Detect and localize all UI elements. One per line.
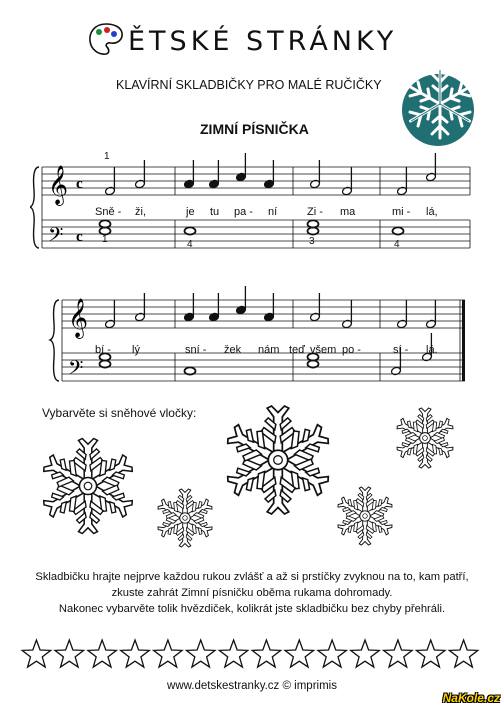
lyric-syllable: Sně - — [95, 206, 122, 218]
svg-text:c: c — [76, 176, 83, 192]
instruction-line: Nakonec vybarvěte tolik hvězdiček, kolikrát jste skladbičku bez chyby přehráli. — [58, 603, 446, 615]
finger-number: 4 — [394, 239, 400, 250]
star-icon[interactable] — [384, 640, 413, 667]
svg-text:𝄢: 𝄢 — [48, 223, 64, 251]
snowflake-icon — [223, 406, 334, 514]
finger-number: 3 — [309, 236, 315, 247]
music-score — [30, 145, 475, 410]
lyric-syllable: nám — [258, 344, 280, 356]
star-icon[interactable] — [186, 640, 215, 667]
snowflake-icon — [155, 489, 215, 547]
star-icon[interactable] — [285, 640, 314, 667]
lyric-syllable: bí - — [95, 344, 111, 356]
song-title: ZIMNÍ PÍSNIČKA — [200, 121, 309, 137]
finger-number: 1 — [102, 234, 108, 245]
palette-logo-icon — [88, 22, 124, 56]
lyric-syllable: mi - — [392, 206, 411, 218]
coloring-prompt: Vybarvěte si sněhové vločky: — [42, 406, 197, 420]
lyric-syllable: je — [186, 206, 195, 218]
lyric-syllable: všem — [310, 344, 337, 356]
star-icon[interactable] — [121, 640, 150, 667]
star-icon[interactable] — [351, 640, 380, 667]
star-icon[interactable] — [449, 640, 478, 667]
lyric-syllable: lá. — [426, 344, 438, 356]
snowflake-icon — [39, 439, 136, 534]
lyric-syllable: žek — [224, 344, 242, 356]
svg-text:c: c — [76, 229, 83, 245]
stars-row — [20, 635, 480, 675]
star-icon[interactable] — [219, 640, 248, 667]
lyric-syllable: sní - — [185, 344, 207, 356]
star-icon[interactable] — [22, 640, 51, 667]
lyric-syllable: sí - — [393, 344, 409, 356]
site-name: ĚTSKÉ STRÁNKY — [128, 26, 398, 57]
lyric-syllable: teď — [289, 344, 305, 356]
instruction-line: Skladbičku hrajte nejprve každou rukou zvlášť a až si prstíčky zvyknou na to, kam patří, — [35, 571, 469, 583]
svg-text:𝄞: 𝄞 — [68, 298, 89, 338]
lyric-syllable: ži, — [135, 206, 146, 218]
star-icon[interactable] — [318, 640, 347, 667]
lyric-syllable: Zi - — [307, 206, 323, 218]
lyric-syllable: tu — [210, 206, 220, 218]
lyric-syllable: ní — [268, 206, 278, 218]
star-icon[interactable] — [88, 640, 117, 667]
star-icon[interactable] — [252, 640, 281, 667]
snowflakes-coloring-area — [30, 398, 480, 568]
svg-text:𝄞: 𝄞 — [48, 165, 69, 205]
lyric-syllable: po - — [342, 344, 361, 356]
snowflake-icon — [335, 487, 395, 545]
snowflake-badge-icon — [396, 60, 486, 152]
subtitle: KLAVÍRNÍ SKLADBIČKY PRO MALÉ RUČIČKY — [116, 78, 382, 92]
lyric-syllable: lý — [132, 344, 140, 356]
lyric-syllable: pa - — [234, 206, 253, 218]
lyric-syllable: lá, — [426, 206, 438, 218]
finger-number: 1 — [104, 151, 110, 162]
finger-number: 4 — [187, 239, 193, 250]
star-icon[interactable] — [55, 640, 84, 667]
star-icon[interactable] — [416, 640, 445, 667]
lyric-syllable: ma — [340, 206, 356, 218]
instruction-line: zkuste zahrát Zimní písničku oběma rukama dohromady. — [111, 587, 393, 599]
footer-text: www.detskestranky.cz © imprimis — [167, 680, 337, 692]
star-icon[interactable] — [154, 640, 183, 667]
snowflake-icon — [394, 408, 456, 468]
watermark: NaKole.cz — [442, 691, 500, 705]
svg-text:𝄢: 𝄢 — [68, 356, 84, 384]
